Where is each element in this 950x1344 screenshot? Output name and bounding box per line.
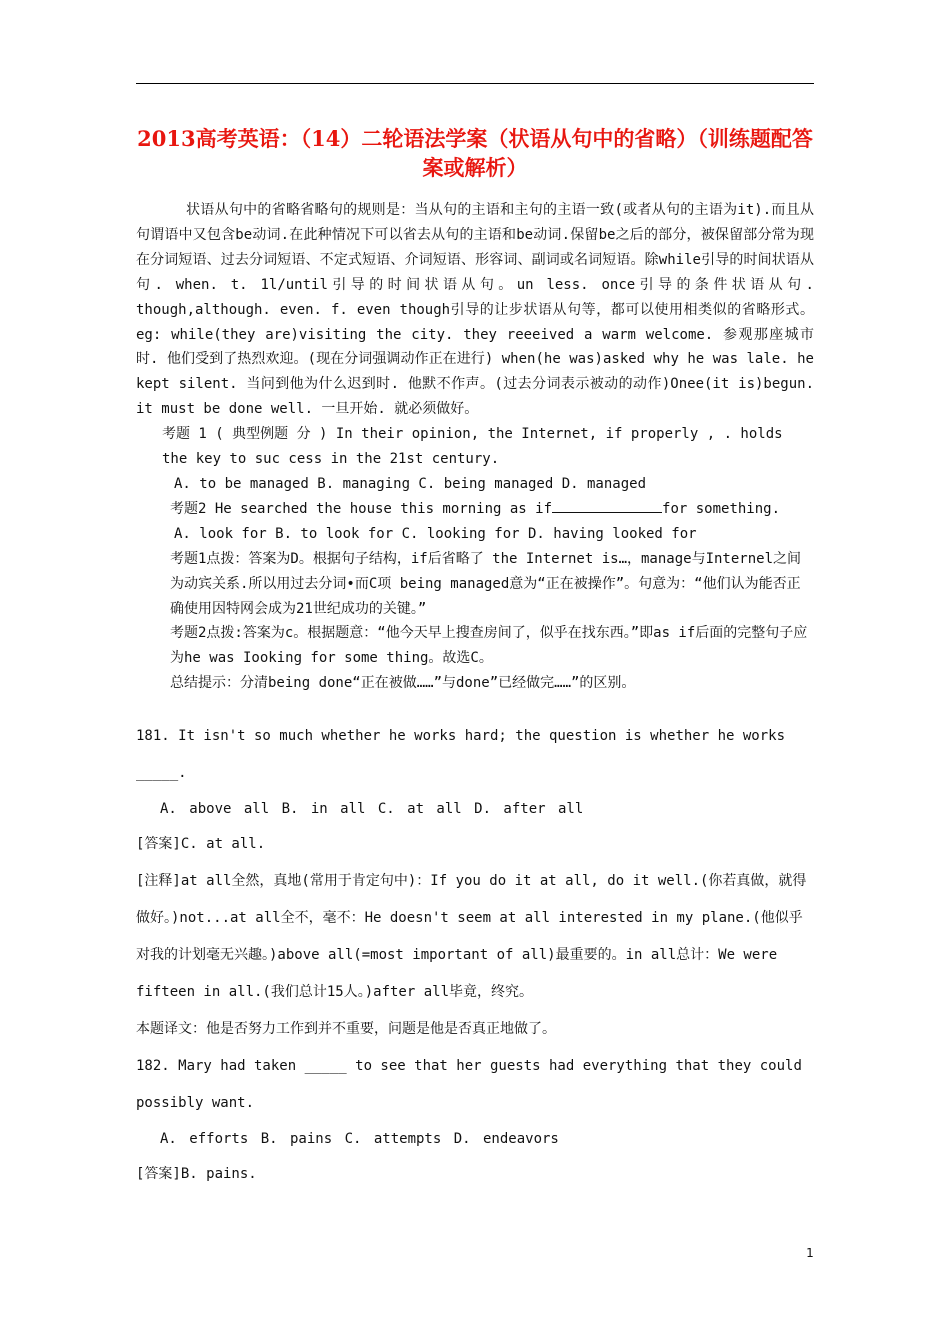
intro-paragraph: 状语从句中的省略省略句的规则是：当从句的主语和主句的主语一致(或者从句的主语为it).而且从句谓语中又包含be动词.在此种情况下可以省去从句的主语和be动词.保留be之后的部分，被保留部分常为现在分词短语、过去分词短语、不定式短语、介词短语、形容词、副词或名词短语。除while引导的时间状语从句. when. t. 1l/until引导的时间状语从句。un less. once引导的条件状语从句. though,although. even. f. even though引导的让步状语从句等，都可以使用相类似的省略形式。 eg: while(they are)visiting the city. they reeeived a warm welcome. 参观那座城市时. 他们受到了热烈欢迎。(现在分词强调动作正在进行) when(he was)asked why he was lale. he kept silent. 当问到他为什么迟到时. 他默不作声。(过去分词表示被动的动作)Onee(it is)begun. it must be done well. 一旦开始. 就必须做好。 bbox=[136, 202, 814, 418]
exam1-hint: 考题1点拨：答案为D。根据句子结构，if后省略了 the Internet is…，manage与Internel之间为动宾关系.所以用过去分词•而C项 being managed意为“正在被操作”。句意为：“他们认为能否正确使用因特网会成为21世纪成功的关键。” bbox=[170, 550, 802, 617]
q181-note: [注释]at all全然，真地(常用于肯定句中)：If you do it at all, do it well.(你若真做，就得做好。)not...at all全不，毫不：He doesn't seem at all interested in my plane.(他似乎对我的计划毫无兴趣。)above all(=most important of all)最重要的。in all总计：We were fifteen in all.(我们总计15人。)after all毕竟，终究。 bbox=[136, 873, 807, 1001]
exam2-question-before: 考题2 He searched the house this morning as if bbox=[170, 500, 553, 517]
summary-tip: 总结提示：分清being done“正在被做……”与done”已经做完……”的区别。 bbox=[170, 675, 636, 692]
document-title: 2013高考英语：（14）二轮语法学案（状语从句中的省略）（训练题配答案或解析） bbox=[137, 126, 813, 180]
document-body bbox=[136, 198, 814, 1193]
exam2-question bbox=[136, 497, 814, 522]
exam2-options: A. look for B. to look for C. looking for D. having looked for bbox=[174, 525, 697, 542]
q182-answer: [答案]B. pains. bbox=[136, 1166, 257, 1183]
intro-section bbox=[136, 198, 814, 422]
q181-line1: 181. It isn't so much whether he works hard; the question is whether he works bbox=[136, 728, 786, 745]
exam1-options: A. to be managed B. managing C. being managed D. managed bbox=[174, 475, 647, 492]
q181-translation: 本题译文：他是否努力工作到并不重要，问题是他是否真正地做了。 bbox=[136, 1021, 556, 1038]
answer-blank bbox=[552, 498, 662, 513]
exam1-question: 考题 1 ( 典型例题 分 ) In their opinion, the Internet, if properly , . holds the key to suc cess in the 21st century. bbox=[162, 426, 783, 468]
q182-options: A. efforts B. pains C. attempts D. endeavors bbox=[160, 1131, 559, 1148]
q181-answer: [答案]C. at all. bbox=[136, 836, 266, 853]
exam2-hint: 考题2点拨:答案为c。根据题意：“他今天早上搜查房间了，似乎在找东西。”即as if后面的完整句子应为he was Iooking for some thing。故选C。 bbox=[170, 625, 808, 667]
page-number: 1 bbox=[806, 1246, 814, 1260]
header-rule bbox=[136, 83, 814, 84]
exam2-question-after: for something. bbox=[662, 500, 781, 517]
q181-options: A. above all B. in all C. at all D. after all bbox=[160, 801, 584, 818]
q181-line2: _____. bbox=[136, 765, 187, 782]
q182-question: 182. Mary had taken _____ to see that her guests had everything that they could possibly want. bbox=[136, 1058, 802, 1112]
